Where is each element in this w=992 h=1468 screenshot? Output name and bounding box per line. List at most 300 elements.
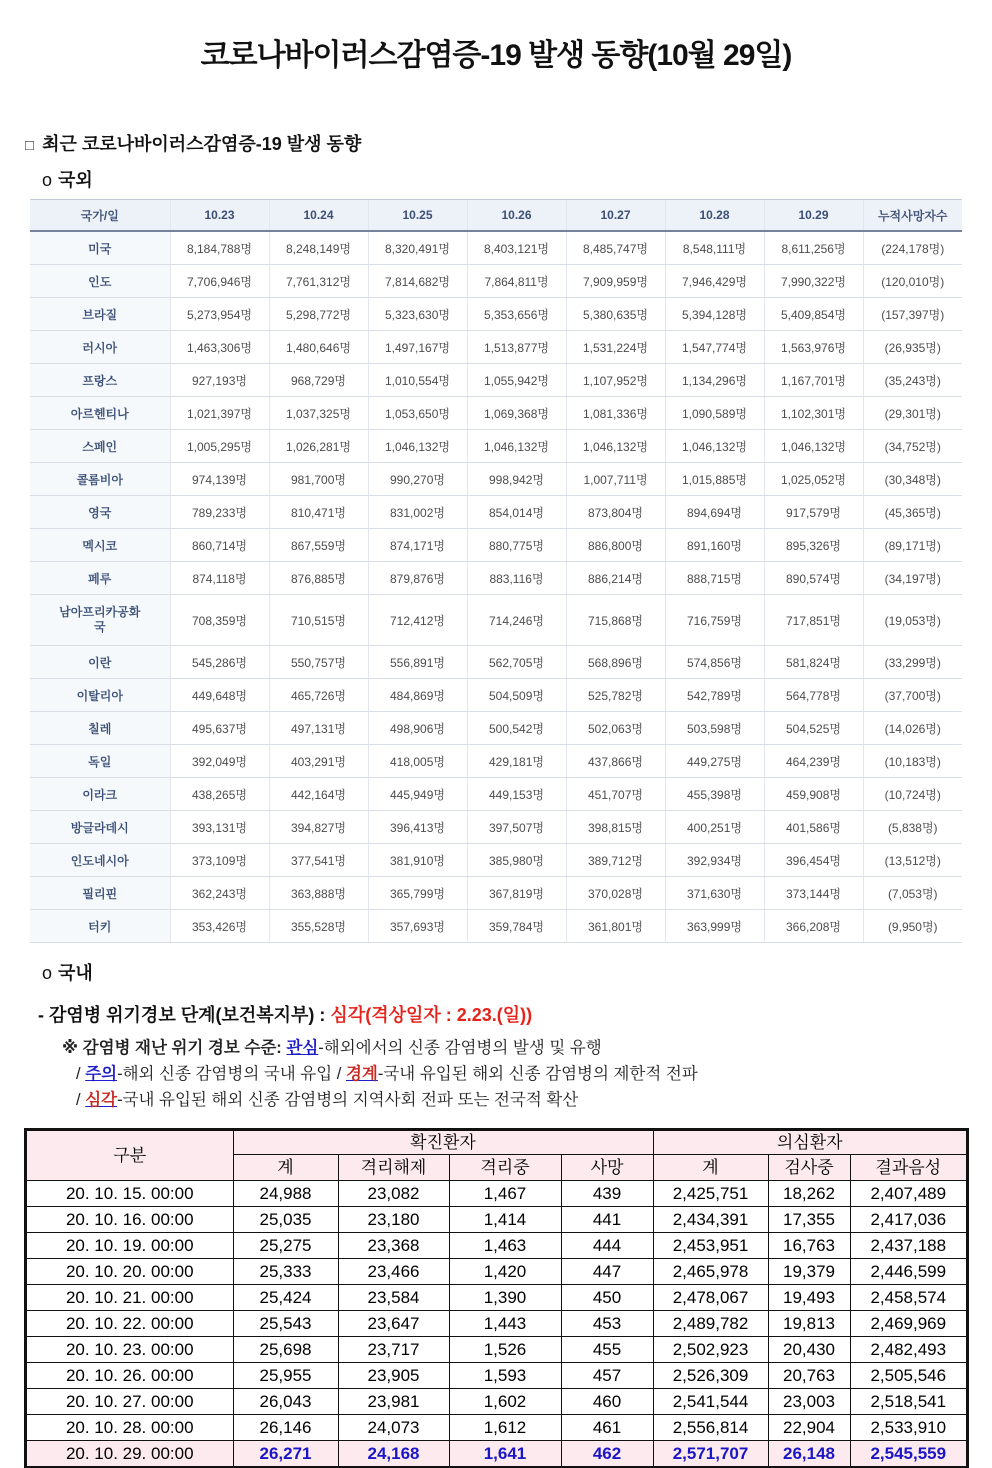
daily-count-cell: 437,866명	[566, 745, 665, 778]
daily-count-cell: 8,248,149명	[269, 231, 368, 265]
daily-count-cell: 1,007,711명	[566, 463, 665, 496]
alert-level-value: 심각(격상일자 : 2.23.(일))	[330, 1005, 533, 1025]
column-header: 국가/일	[30, 200, 170, 232]
daily-count-cell: 1,053,650명	[368, 397, 467, 430]
daily-count-cell: 7,990,322명	[764, 265, 863, 298]
count-cell: 453	[561, 1311, 653, 1337]
country-cell: 러시아	[30, 331, 170, 364]
table-row	[26, 1363, 967, 1389]
daily-count-cell: 495,637명	[170, 712, 269, 745]
daily-count-cell: 400,251명	[665, 811, 764, 844]
daily-count-cell: 502,063명	[566, 712, 665, 745]
country-cell: 프랑스	[30, 364, 170, 397]
daily-count-cell: 1,497,167명	[368, 331, 467, 364]
cumulative-deaths-cell: (89,171명)	[863, 529, 962, 562]
domestic-label-text: 국내	[58, 963, 93, 983]
date-cell: 20. 10. 22. 00:00	[26, 1311, 233, 1337]
alert-level-note	[62, 1035, 992, 1113]
daily-count-cell: 401,586명	[764, 811, 863, 844]
daily-count-cell: 397,507명	[467, 811, 566, 844]
cumulative-deaths-cell: (33,299명)	[863, 646, 962, 679]
count-cell: 24,168	[338, 1441, 449, 1468]
daily-count-cell: 357,693명	[368, 910, 467, 943]
daily-count-cell: 876,885명	[269, 562, 368, 595]
daily-count-cell: 373,109명	[170, 844, 269, 877]
daily-count-cell: 429,181명	[467, 745, 566, 778]
daily-count-cell: 550,757명	[269, 646, 368, 679]
daily-count-cell: 998,942명	[467, 463, 566, 496]
column-header: 사망	[561, 1155, 653, 1181]
cumulative-deaths-cell: (45,365명)	[863, 496, 962, 529]
count-cell: 23,180	[338, 1207, 449, 1233]
daily-count-cell: 974,139명	[170, 463, 269, 496]
column-header: 10.27	[566, 200, 665, 232]
daily-count-cell: 894,694명	[665, 496, 764, 529]
count-cell: 2,518,541	[850, 1389, 967, 1415]
column-header: 계	[233, 1155, 338, 1181]
daily-count-cell: 503,598명	[665, 712, 764, 745]
table-row	[30, 463, 962, 496]
table-row	[30, 910, 962, 943]
daily-count-cell: 451,707명	[566, 778, 665, 811]
level-desc: -국내 유입된 해외 신종 감염병의 제한적 전파	[377, 1065, 698, 1083]
daily-count-cell: 1,463,306명	[170, 331, 269, 364]
daily-count-cell: 373,144명	[764, 877, 863, 910]
date-cell: 20. 10. 20. 00:00	[26, 1259, 233, 1285]
daily-count-cell: 7,761,312명	[269, 265, 368, 298]
circle-bullet-icon: o	[42, 963, 53, 983]
country-cell: 인도	[30, 265, 170, 298]
count-cell: 1,414	[449, 1207, 561, 1233]
daily-count-cell: 1,055,942명	[467, 364, 566, 397]
daily-count-cell: 708,359명	[170, 595, 269, 646]
daily-count-cell: 545,286명	[170, 646, 269, 679]
daily-count-cell: 927,193명	[170, 364, 269, 397]
daily-count-cell: 717,851명	[764, 595, 863, 646]
daily-count-cell: 8,184,788명	[170, 231, 269, 265]
daily-count-cell: 568,896명	[566, 646, 665, 679]
daily-count-cell: 1,037,325명	[269, 397, 368, 430]
date-cell: 20. 10. 16. 00:00	[26, 1207, 233, 1233]
count-cell: 439	[561, 1181, 653, 1207]
count-cell: 444	[561, 1233, 653, 1259]
count-cell: 24,988	[233, 1181, 338, 1207]
table-row	[30, 712, 962, 745]
daily-count-cell: 8,320,491명	[368, 231, 467, 265]
daily-count-cell: 1,046,132명	[566, 430, 665, 463]
count-cell: 2,407,489	[850, 1181, 967, 1207]
daily-count-cell: 398,815명	[566, 811, 665, 844]
count-cell: 2,482,493	[850, 1337, 967, 1363]
daily-count-cell: 363,999명	[665, 910, 764, 943]
daily-count-cell: 873,804명	[566, 496, 665, 529]
date-cell: 20. 10. 15. 00:00	[26, 1181, 233, 1207]
table-row	[26, 1259, 967, 1285]
daily-count-cell: 500,542명	[467, 712, 566, 745]
column-header: 10.29	[764, 200, 863, 232]
date-cell: 20. 10. 23. 00:00	[26, 1337, 233, 1363]
table-row	[26, 1285, 967, 1311]
country-cell: 인도네시아	[30, 844, 170, 877]
table-row	[30, 529, 962, 562]
daily-count-cell: 888,715명	[665, 562, 764, 595]
count-cell: 23,082	[338, 1181, 449, 1207]
country-cell: 방글라데시	[30, 811, 170, 844]
count-cell: 26,271	[233, 1441, 338, 1468]
daily-count-cell: 1,531,224명	[566, 331, 665, 364]
daily-count-cell: 5,298,772명	[269, 298, 368, 331]
table-row	[30, 430, 962, 463]
column-header: 10.24	[269, 200, 368, 232]
daily-count-cell: 445,949명	[368, 778, 467, 811]
count-cell: 25,275	[233, 1233, 338, 1259]
daily-count-cell: 1,015,885명	[665, 463, 764, 496]
table-row	[30, 646, 962, 679]
count-cell: 19,493	[768, 1285, 850, 1311]
level-word-juui: 주의	[85, 1065, 118, 1083]
count-cell: 23,981	[338, 1389, 449, 1415]
daily-count-cell: 455,398명	[665, 778, 764, 811]
count-cell: 2,458,574	[850, 1285, 967, 1311]
count-cell: 23,584	[338, 1285, 449, 1311]
count-cell: 450	[561, 1285, 653, 1311]
table-row	[30, 562, 962, 595]
count-cell: 25,035	[233, 1207, 338, 1233]
count-cell: 1,390	[449, 1285, 561, 1311]
daily-count-cell: 716,759명	[665, 595, 764, 646]
level-desc: -해외 신종 감염병의 국내 유입	[117, 1065, 333, 1083]
daily-count-cell: 581,824명	[764, 646, 863, 679]
circle-bullet-icon: o	[42, 170, 53, 190]
daily-count-cell: 1,513,877명	[467, 331, 566, 364]
daily-count-cell: 1,134,296명	[665, 364, 764, 397]
column-header: 10.26	[467, 200, 566, 232]
count-cell: 2,533,910	[850, 1415, 967, 1441]
count-cell: 16,763	[768, 1233, 850, 1259]
count-cell: 2,417,036	[850, 1207, 967, 1233]
cumulative-deaths-cell: (7,053명)	[863, 877, 962, 910]
daily-count-cell: 442,164명	[269, 778, 368, 811]
daily-count-cell: 831,002명	[368, 496, 467, 529]
table-row	[30, 231, 962, 265]
suspected-group-header: 의심환자	[653, 1130, 967, 1155]
daily-count-cell: 714,246명	[467, 595, 566, 646]
daily-count-cell: 1,102,301명	[764, 397, 863, 430]
column-header: 10.28	[665, 200, 764, 232]
daily-count-cell: 990,270명	[368, 463, 467, 496]
date-cell: 20. 10. 28. 00:00	[26, 1415, 233, 1441]
slash-separator: /	[336, 1065, 342, 1083]
daily-count-cell: 860,714명	[170, 529, 269, 562]
daily-count-cell: 359,784명	[467, 910, 566, 943]
daily-count-cell: 504,525명	[764, 712, 863, 745]
column-header: 검사중	[768, 1155, 850, 1181]
table-row	[30, 877, 962, 910]
daily-count-cell: 1,167,701명	[764, 364, 863, 397]
daily-count-cell: 438,265명	[170, 778, 269, 811]
count-cell: 23,647	[338, 1311, 449, 1337]
daily-count-cell: 1,046,132명	[467, 430, 566, 463]
count-cell: 20,763	[768, 1363, 850, 1389]
level-word-gwansim: 관심	[286, 1039, 319, 1057]
daily-count-cell: 353,426명	[170, 910, 269, 943]
cumulative-deaths-cell: (26,935명)	[863, 331, 962, 364]
country-cell: 필리핀	[30, 877, 170, 910]
section-heading-text: 최근 코로나바이러스감염증-19 발생 동향	[42, 134, 362, 154]
count-cell: 2,434,391	[653, 1207, 768, 1233]
daily-count-cell: 363,888명	[269, 877, 368, 910]
count-cell: 457	[561, 1363, 653, 1389]
count-cell: 24,073	[338, 1415, 449, 1441]
table-row	[30, 496, 962, 529]
cumulative-deaths-cell: (9,950명)	[863, 910, 962, 943]
table-row	[30, 397, 962, 430]
daily-count-cell: 525,782명	[566, 679, 665, 712]
daily-count-cell: 396,413명	[368, 811, 467, 844]
daily-count-cell: 556,891명	[368, 646, 467, 679]
daily-count-cell: 396,454명	[764, 844, 863, 877]
daily-count-cell: 366,208명	[764, 910, 863, 943]
daily-count-cell: 381,910명	[368, 844, 467, 877]
daily-count-cell: 464,239명	[764, 745, 863, 778]
daily-count-cell: 1,010,554명	[368, 364, 467, 397]
column-header: 계	[653, 1155, 768, 1181]
daily-count-cell: 981,700명	[269, 463, 368, 496]
cumulative-deaths-cell: (29,301명)	[863, 397, 962, 430]
daily-count-cell: 854,014명	[467, 496, 566, 529]
daily-count-cell: 564,778명	[764, 679, 863, 712]
note-line-3	[76, 1087, 992, 1113]
daily-count-cell: 968,729명	[269, 364, 368, 397]
column-header: 격리해제	[338, 1155, 449, 1181]
note-line-1	[62, 1035, 992, 1061]
count-cell: 2,446,599	[850, 1259, 967, 1285]
count-cell: 2,526,309	[653, 1363, 768, 1389]
daily-count-cell: 1,025,052명	[764, 463, 863, 496]
count-cell: 1,593	[449, 1363, 561, 1389]
count-cell: 18,262	[768, 1181, 850, 1207]
domestic-header-group-row	[26, 1130, 967, 1155]
count-cell: 23,003	[768, 1389, 850, 1415]
count-cell: 2,545,559	[850, 1441, 967, 1468]
country-cell: 미국	[30, 231, 170, 265]
count-cell: 25,424	[233, 1285, 338, 1311]
date-cell: 20. 10. 26. 00:00	[26, 1363, 233, 1389]
daily-count-cell: 1,046,132명	[764, 430, 863, 463]
level-desc: -해외에서의 신종 감염병의 발생 및 유행	[318, 1039, 602, 1057]
country-cell: 이탈리아	[30, 679, 170, 712]
country-cell: 멕시코	[30, 529, 170, 562]
daily-count-cell: 1,563,976명	[764, 331, 863, 364]
date-cell: 20. 10. 27. 00:00	[26, 1389, 233, 1415]
country-cell: 이란	[30, 646, 170, 679]
daily-count-cell: 449,648명	[170, 679, 269, 712]
count-cell: 19,379	[768, 1259, 850, 1285]
daily-count-cell: 874,118명	[170, 562, 269, 595]
count-cell: 19,813	[768, 1311, 850, 1337]
column-header: 누적사망자수	[863, 200, 962, 232]
count-cell: 25,333	[233, 1259, 338, 1285]
count-cell: 26,148	[768, 1441, 850, 1468]
count-cell: 1,602	[449, 1389, 561, 1415]
count-cell: 2,505,546	[850, 1363, 967, 1389]
daily-count-cell: 1,021,397명	[170, 397, 269, 430]
count-cell: 1,443	[449, 1311, 561, 1337]
daily-count-cell: 542,789명	[665, 679, 764, 712]
count-cell: 2,425,751	[653, 1181, 768, 1207]
count-cell: 1,612	[449, 1415, 561, 1441]
count-cell: 2,571,707	[653, 1441, 768, 1468]
column-header: 10.25	[368, 200, 467, 232]
cumulative-deaths-cell: (120,010명)	[863, 265, 962, 298]
country-cell: 이라크	[30, 778, 170, 811]
table-row	[30, 844, 962, 877]
count-cell: 22,904	[768, 1415, 850, 1441]
table-row	[30, 265, 962, 298]
daily-count-cell: 385,980명	[467, 844, 566, 877]
country-cell: 칠레	[30, 712, 170, 745]
cumulative-deaths-cell: (5,838명)	[863, 811, 962, 844]
table-row	[30, 298, 962, 331]
count-cell: 2,453,951	[653, 1233, 768, 1259]
count-cell: 26,043	[233, 1389, 338, 1415]
daily-count-cell: 1,005,295명	[170, 430, 269, 463]
daily-count-cell: 7,706,946명	[170, 265, 269, 298]
table-row	[26, 1233, 967, 1259]
table-row	[26, 1415, 967, 1441]
note-prefix: ※ 감염병 재난 위기 경보 수준:	[62, 1039, 282, 1057]
daily-count-cell: 7,864,811명	[467, 265, 566, 298]
daily-count-cell: 880,775명	[467, 529, 566, 562]
cumulative-deaths-cell: (19,053명)	[863, 595, 962, 646]
daily-count-cell: 389,712명	[566, 844, 665, 877]
date-cell: 20. 10. 19. 00:00	[26, 1233, 233, 1259]
level-word-simgak: 심각	[85, 1091, 118, 1109]
count-cell: 25,698	[233, 1337, 338, 1363]
daily-count-cell: 370,028명	[566, 877, 665, 910]
daily-count-cell: 1,069,368명	[467, 397, 566, 430]
count-cell: 23,466	[338, 1259, 449, 1285]
cumulative-deaths-cell: (10,183명)	[863, 745, 962, 778]
daily-count-cell: 1,547,774명	[665, 331, 764, 364]
square-bullet-icon: □	[25, 137, 35, 154]
daily-count-cell: 392,049명	[170, 745, 269, 778]
cumulative-deaths-cell: (157,397명)	[863, 298, 962, 331]
country-cell: 페루	[30, 562, 170, 595]
daily-count-cell: 712,412명	[368, 595, 467, 646]
count-cell: 2,541,544	[653, 1389, 768, 1415]
daily-count-cell: 895,326명	[764, 529, 863, 562]
column-header: 결과음성	[850, 1155, 967, 1181]
slash-separator: /	[76, 1091, 81, 1109]
page-title: 코로나바이러스감염증-19 발생 동향(10월 29일)	[200, 39, 792, 72]
daily-count-cell: 1,026,281명	[269, 430, 368, 463]
date-cell: 20. 10. 21. 00:00	[26, 1285, 233, 1311]
count-cell: 2,437,188	[850, 1233, 967, 1259]
count-cell: 441	[561, 1207, 653, 1233]
overseas-table	[30, 199, 962, 943]
daily-count-cell: 5,273,954명	[170, 298, 269, 331]
daily-count-cell: 5,409,854명	[764, 298, 863, 331]
table-row	[30, 364, 962, 397]
country-cell: 브라질	[30, 298, 170, 331]
daily-count-cell: 886,214명	[566, 562, 665, 595]
daily-count-cell: 810,471명	[269, 496, 368, 529]
count-cell: 1,420	[449, 1259, 561, 1285]
daily-count-cell: 1,046,132명	[665, 430, 764, 463]
count-cell: 17,355	[768, 1207, 850, 1233]
table-row	[30, 595, 962, 646]
daily-count-cell: 361,801명	[566, 910, 665, 943]
count-cell: 447	[561, 1259, 653, 1285]
cumulative-deaths-cell: (34,752명)	[863, 430, 962, 463]
country-cell: 콜롬비아	[30, 463, 170, 496]
table-row	[26, 1181, 967, 1207]
daily-count-cell: 355,528명	[269, 910, 368, 943]
daily-count-cell: 7,814,682명	[368, 265, 467, 298]
cumulative-deaths-cell: (37,700명)	[863, 679, 962, 712]
daily-count-cell: 392,934명	[665, 844, 764, 877]
level-word-gyeonggye: 경계	[345, 1065, 378, 1083]
count-cell: 1,641	[449, 1441, 561, 1468]
count-cell: 25,543	[233, 1311, 338, 1337]
daily-count-cell: 8,403,121명	[467, 231, 566, 265]
daily-count-cell: 459,908명	[764, 778, 863, 811]
daily-count-cell: 715,868명	[566, 595, 665, 646]
daily-count-cell: 886,800명	[566, 529, 665, 562]
daily-count-cell: 867,559명	[269, 529, 368, 562]
table-row	[30, 331, 962, 364]
alert-level-line	[38, 1001, 992, 1027]
table-row	[30, 811, 962, 844]
table-row	[26, 1337, 967, 1363]
daily-count-cell: 365,799명	[368, 877, 467, 910]
daily-count-cell: 891,160명	[665, 529, 764, 562]
daily-count-cell: 497,131명	[269, 712, 368, 745]
country-cell: 독일	[30, 745, 170, 778]
domestic-table	[25, 1129, 968, 1468]
date-cell: 20. 10. 29. 00:00	[26, 1441, 233, 1468]
daily-count-cell: 403,291명	[269, 745, 368, 778]
count-cell: 2,556,814	[653, 1415, 768, 1441]
section-heading	[25, 130, 992, 156]
daily-count-cell: 874,171명	[368, 529, 467, 562]
count-cell: 2,465,978	[653, 1259, 768, 1285]
country-cell: 스페인	[30, 430, 170, 463]
count-cell: 1,463	[449, 1233, 561, 1259]
cumulative-deaths-cell: (30,348명)	[863, 463, 962, 496]
daily-count-cell: 917,579명	[764, 496, 863, 529]
daily-count-cell: 449,275명	[665, 745, 764, 778]
daily-count-cell: 465,726명	[269, 679, 368, 712]
country-cell: 영국	[30, 496, 170, 529]
daily-count-cell: 8,611,256명	[764, 231, 863, 265]
daily-count-cell: 8,548,111명	[665, 231, 764, 265]
domestic-label	[42, 959, 992, 985]
count-cell: 455	[561, 1337, 653, 1363]
column-header: 격리중	[449, 1155, 561, 1181]
daily-count-cell: 5,380,635명	[566, 298, 665, 331]
confirmed-group-header: 확진환자	[233, 1130, 653, 1155]
overseas-label-text: 국외	[58, 170, 93, 190]
daily-count-cell: 7,909,959명	[566, 265, 665, 298]
count-cell: 25,955	[233, 1363, 338, 1389]
daily-count-cell: 1,090,589명	[665, 397, 764, 430]
daily-count-cell: 1,480,646명	[269, 331, 368, 364]
count-cell: 1,467	[449, 1181, 561, 1207]
count-cell: 2,478,067	[653, 1285, 768, 1311]
count-cell: 2,502,923	[653, 1337, 768, 1363]
